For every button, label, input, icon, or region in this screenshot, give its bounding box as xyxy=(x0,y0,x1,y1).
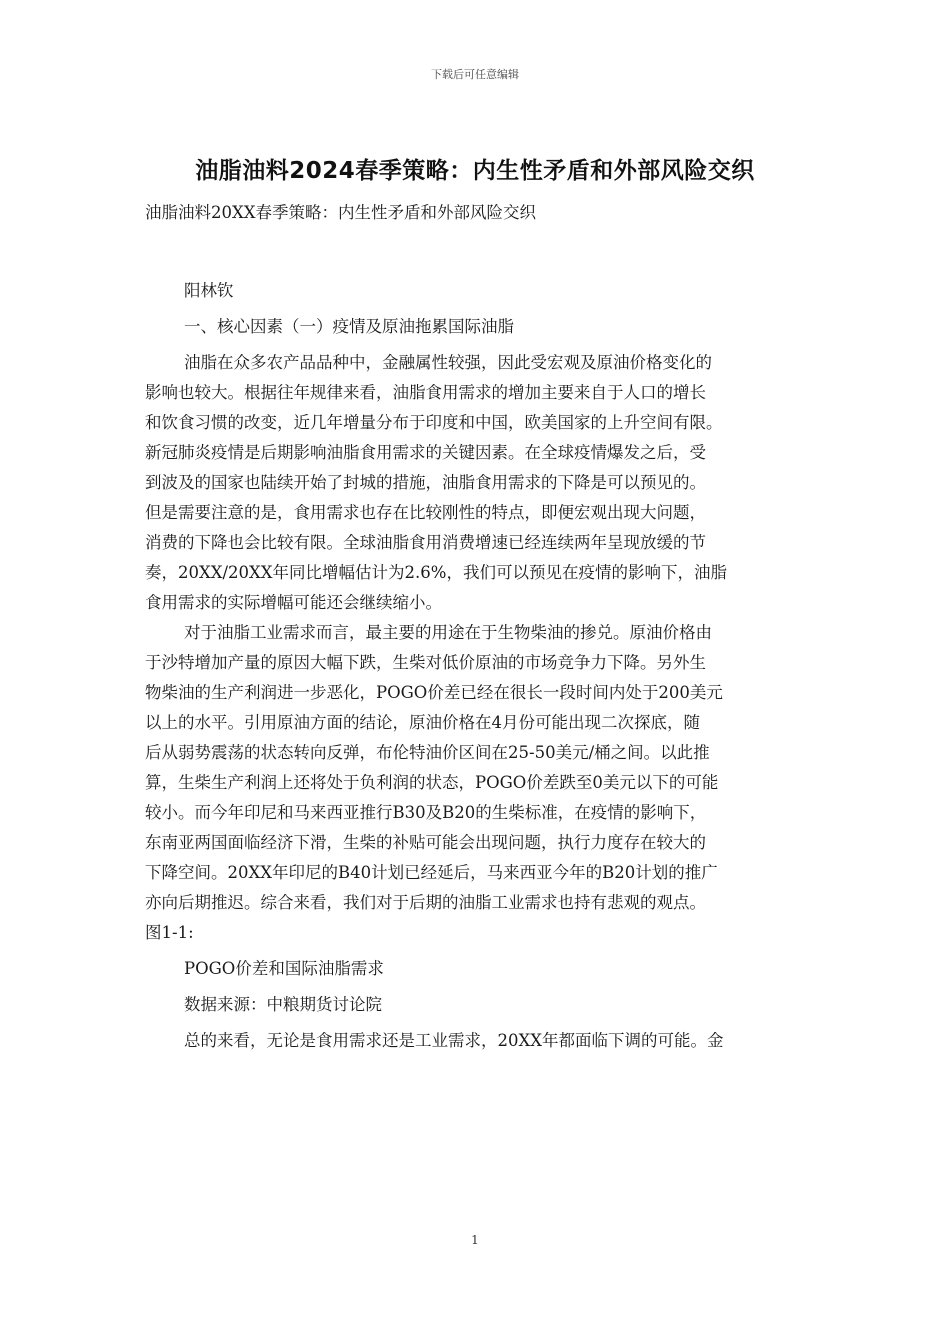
paragraph-line: 算，生柴生产利润上还将处于负利润的状态，POGO价差跌至0美元以下的可能 xyxy=(145,773,719,792)
paragraph-line: 和饮食习惯的改变，近几年增量分布于印度和中国，欧美国家的上升空间有限。 xyxy=(145,413,723,432)
paragraph-line: 物柴油的生产利润进一步恶化，POGO价差已经在很长一段时间内处于200美元 xyxy=(145,683,723,702)
data-source: 数据来源：中粮期货讨论院 xyxy=(184,995,382,1014)
paragraph-line: 亦向后期推迟。综合来看，我们对于后期的油脂工业需求也持有悲观的观点。 xyxy=(145,893,706,912)
paragraph-1 xyxy=(145,348,810,618)
header-note: 下载后可任意编辑 xyxy=(431,68,519,81)
paragraph-line: 食用需求的实际增幅可能还会继续缩小。 xyxy=(145,593,442,612)
document-title: 油脂油料2024春季策略：内生性矛盾和外部风险交织 xyxy=(195,158,755,184)
paragraph-line: 到波及的国家也陆续开始了封城的措施，油脂食用需求的下降是可以预见的。 xyxy=(145,473,706,492)
document-body xyxy=(145,198,810,1056)
paragraph-line: 较小。而今年印尼和马来西亚推行B30及B20的生柴标准，在疫情的影响下， xyxy=(145,803,707,822)
figure-label: 图1-1: xyxy=(145,923,194,942)
paragraph-2 xyxy=(145,618,810,918)
figure-caption: POGO价差和国际油脂需求 xyxy=(184,959,384,978)
paragraph-line: 新冠肺炎疫情是后期影响油脂食用需求的关键因素。在全球疫情爆发之后，受 xyxy=(145,443,706,462)
paragraph-line: 消费的下降也会比较有限。全球油脂食用消费增速已经连续两年呈现放缓的节 xyxy=(145,533,706,552)
paragraph-line: 但是需要注意的是，食用需求也存在比较刚性的特点，即便宏观出现大问题， xyxy=(145,503,706,522)
paragraph-line: 下降空间。20XX年印尼的B40计划已经延后，马来西亚今年的B20计划的推广 xyxy=(145,863,718,882)
author: 阳林钦 xyxy=(184,281,234,300)
paragraph-line: 奏，20XX/20XX年同比增幅估计为2.6%，我们可以预见在疫情的影响下，油脂 xyxy=(145,563,727,582)
paragraph-line: 影响也较大。根据往年规律来看，油脂食用需求的增加主要来自于人口的增长 xyxy=(145,383,706,402)
paragraph-3-line: 总的来看，无论是食用需求还是工业需求，20XX年都面临下调的可能。金 xyxy=(184,1031,724,1050)
section-heading: 一、核心因素（一）疫情及原油拖累国际油脂 xyxy=(184,317,514,336)
spacer xyxy=(145,228,810,276)
paragraph-line: 油脂在众多农产品品种中，金融属性较强，因此受宏观及原油价格变化的 xyxy=(184,353,712,372)
paragraph-line: 对于油脂工业需求而言，最主要的用途在于生物柴油的掺兑。原油价格由 xyxy=(184,623,712,642)
subtitle: 油脂油料20XX春季策略：内生性矛盾和外部风险交织 xyxy=(145,203,536,222)
paragraph-line: 以上的水平。引用原油方面的结论，原油价格在4月份可能出现二次探底，随 xyxy=(145,713,700,732)
page-number: 1 xyxy=(471,1233,479,1247)
paragraph-line: 后从弱势震荡的状态转向反弹，布伦特油价区间在25-50美元/桶之间。以此推 xyxy=(145,743,710,762)
paragraph-line: 东南亚两国面临经济下滑，生柴的补贴可能会出现问题，执行力度存在较大的 xyxy=(145,833,706,852)
paragraph-line: 于沙特增加产量的原因大幅下跌，生柴对低价原油的市场竞争力下降。另外生 xyxy=(145,653,706,672)
